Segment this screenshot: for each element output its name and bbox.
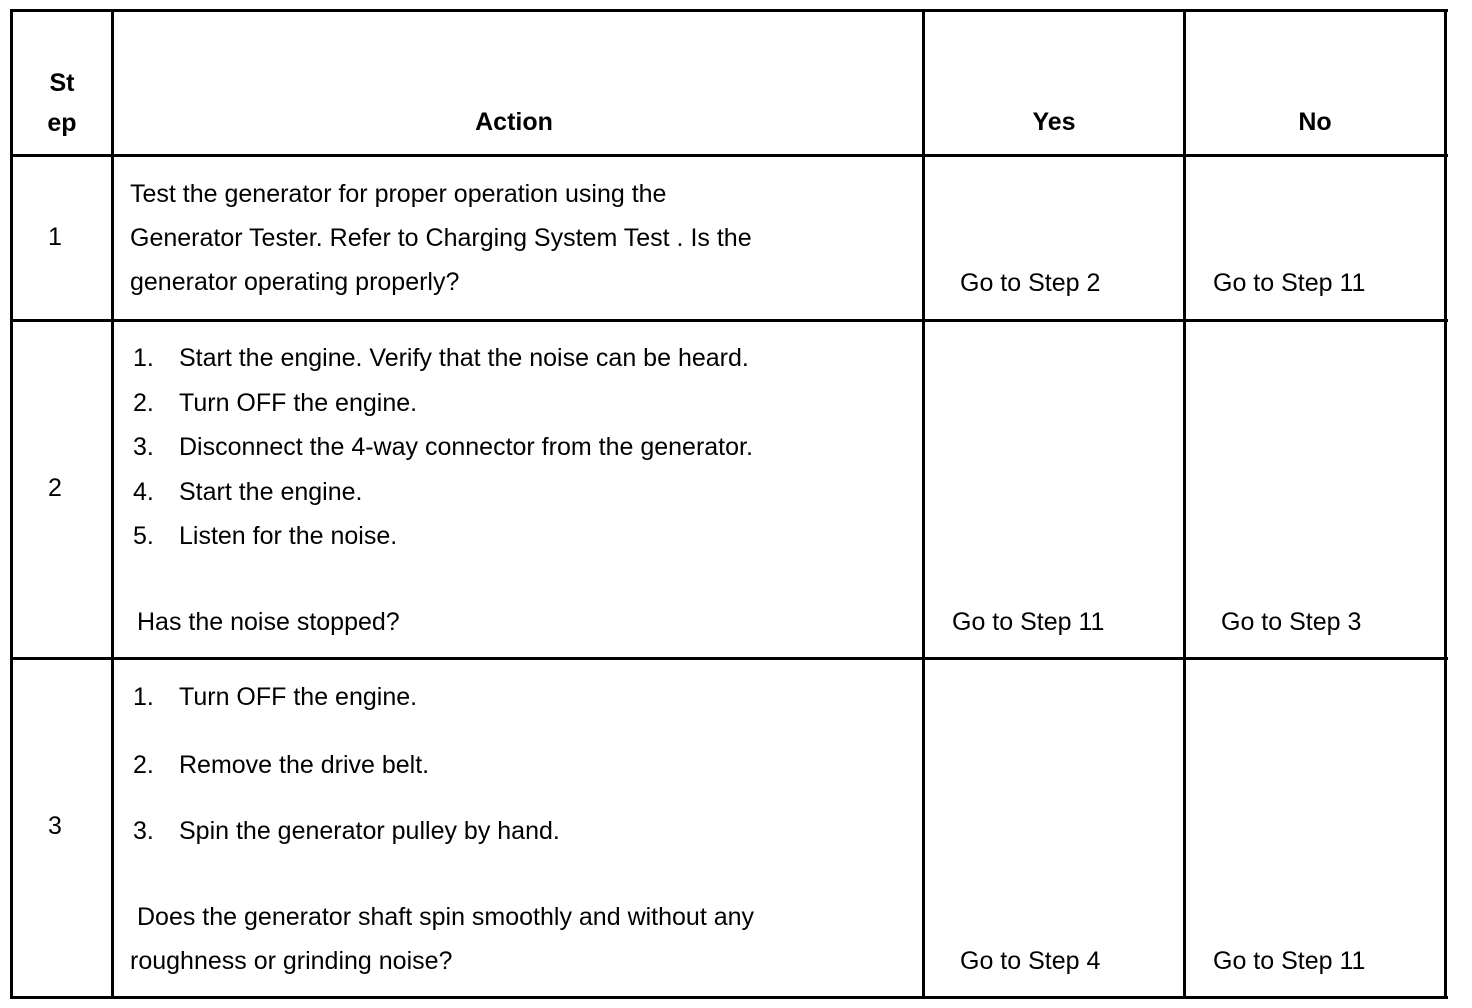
header-divider bbox=[10, 154, 1448, 157]
table-border-top bbox=[10, 9, 1448, 12]
column-divider-action bbox=[922, 9, 925, 999]
question-line: Does the generator shaft spin smoothly and without any bbox=[137, 903, 755, 931]
header-yes: Yes bbox=[1032, 108, 1076, 136]
list-item-number: 3. bbox=[133, 817, 154, 845]
column-divider-yes bbox=[1183, 9, 1186, 999]
list-item-number: 4. bbox=[133, 478, 154, 506]
step-number: 3 bbox=[48, 812, 62, 840]
yes-result: Go to Step 2 bbox=[960, 269, 1101, 297]
yes-result: Go to Step 4 bbox=[960, 947, 1101, 975]
step-number: 1 bbox=[48, 223, 62, 251]
list-item-number: 2. bbox=[133, 751, 154, 779]
list-item-number: 5. bbox=[133, 522, 154, 550]
no-result: Go to Step 11 bbox=[1213, 947, 1366, 975]
list-item-number: 3. bbox=[133, 433, 154, 461]
header-step-line1: St bbox=[49, 69, 75, 97]
question-text bbox=[130, 895, 754, 983]
no-result: Go to Step 11 bbox=[1213, 269, 1366, 297]
list-item-text: Remove the drive belt. bbox=[179, 751, 430, 779]
question-line: roughness or grinding noise? bbox=[130, 947, 453, 975]
table-border-right bbox=[1444, 9, 1447, 999]
header-step-line2: ep bbox=[47, 109, 77, 137]
list-item-text: Spin the generator pulley by hand. bbox=[179, 817, 560, 845]
table-border-left bbox=[10, 9, 13, 999]
list-item-text: Start the engine. Verify that the noise can be heard. bbox=[179, 344, 749, 372]
list-item-text: Turn OFF the engine. bbox=[179, 389, 418, 417]
no-result: Go to Step 3 bbox=[1221, 608, 1362, 636]
step-number: 2 bbox=[48, 474, 62, 502]
column-divider-step bbox=[111, 9, 114, 999]
table-border-bottom bbox=[10, 996, 1448, 999]
list-item-text: Turn OFF the engine. bbox=[179, 683, 418, 711]
action-line: Generator Tester. Refer to Charging System Test . Is the bbox=[130, 224, 752, 252]
list-item-number: 1. bbox=[133, 683, 154, 711]
action-line: Test the generator for proper operation using the bbox=[130, 180, 667, 208]
list-item-number: 2. bbox=[133, 389, 154, 417]
header-step bbox=[13, 63, 111, 143]
header-no: No bbox=[1298, 108, 1332, 136]
list-item-text: Disconnect the 4-way connector from the generator. bbox=[179, 433, 753, 461]
header-action: Action bbox=[475, 108, 553, 136]
action-text bbox=[130, 172, 752, 304]
list-item-text: Start the engine. bbox=[179, 478, 363, 506]
yes-result: Go to Step 11 bbox=[952, 608, 1105, 636]
diagnostic-table bbox=[10, 9, 1448, 999]
list-item-number: 1. bbox=[133, 344, 154, 372]
question-text: Has the noise stopped? bbox=[137, 608, 400, 636]
action-line: generator operating properly? bbox=[130, 268, 460, 296]
row-divider-1 bbox=[10, 319, 1448, 322]
list-item-text: Listen for the noise. bbox=[179, 522, 398, 550]
row-divider-2 bbox=[10, 657, 1448, 660]
